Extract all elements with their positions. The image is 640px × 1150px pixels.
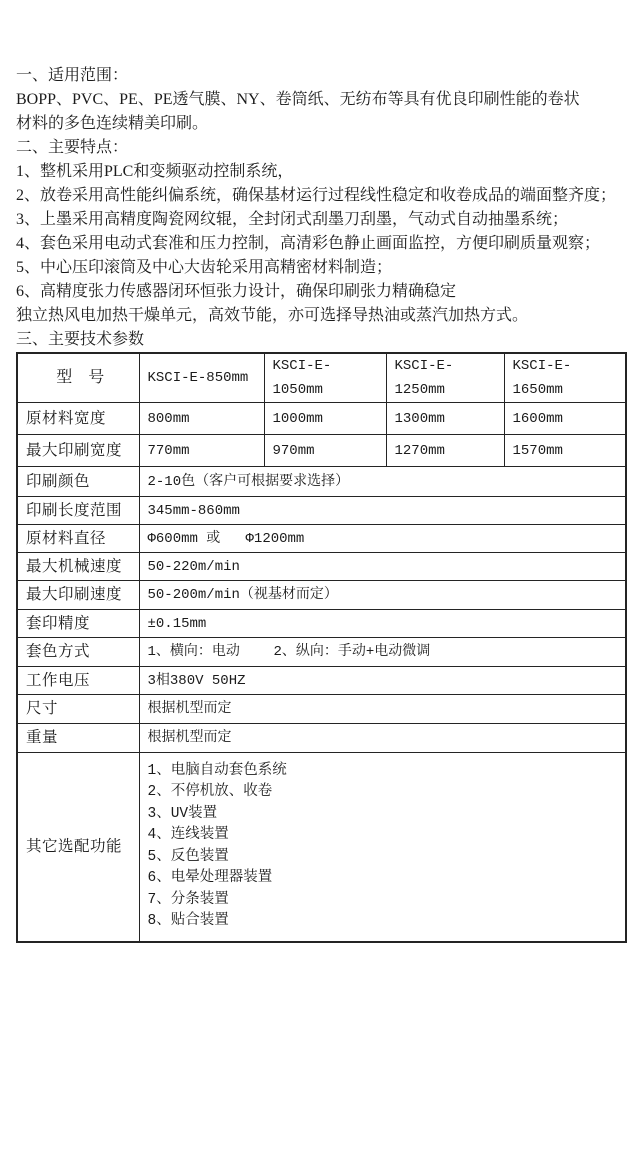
spec-row-print-colors	[17, 467, 626, 497]
row-value: 1600mm	[504, 403, 626, 435]
row-value: 根据机型而定	[139, 695, 626, 724]
option-item: 2、不停机放、收卷	[147, 784, 273, 801]
row-value: 1、横向：电动 2、纵向：手动+电动微调	[139, 638, 626, 667]
row-label: 重量	[17, 724, 139, 753]
row-label: 原材料直径	[17, 525, 139, 553]
row-label: 工作电压	[17, 667, 139, 695]
feature-item-4: 4、套色采用电动式套准和压力控制，高清彩色静止画面监控，方便印刷质量观察；	[16, 235, 601, 252]
spec-row-material-width	[17, 403, 626, 435]
row-value: Φ600mm 或 Φ1200mm	[139, 525, 626, 553]
spec-row-register-accuracy	[17, 610, 626, 638]
feature-item-2: 2、放卷采用高性能纠偏系统，确保基材运行过程线性稳定和收卷成品的端面整齐度；	[16, 187, 617, 204]
row-label: 原材料宽度	[17, 403, 139, 435]
section-2-extra-line: 独立热风电加热干燥单元，高效节能，亦可选择导热油或蒸汽加热方式。	[16, 307, 529, 324]
spec-row-max-mechanical-speed	[17, 553, 626, 581]
spec-row-material-diameter	[17, 525, 626, 553]
spec-row-dimensions	[17, 695, 626, 724]
option-item: 1、电脑自动套色系统	[147, 762, 287, 779]
feature-item-6: 6、高精度张力传感器闭环恒张力设计，确保印刷张力精确稳定	[16, 283, 457, 300]
row-value: 50-220m/min	[139, 553, 626, 581]
row-value: 770mm	[139, 435, 264, 467]
model-name-cell: KSCI-E-1050mm	[264, 353, 386, 403]
row-label: 尺寸	[17, 695, 139, 724]
row-value: 1570mm	[504, 435, 626, 467]
row-label: 最大印刷速度	[17, 581, 139, 610]
row-label: 套色方式	[17, 638, 139, 667]
row-value: 1300mm	[386, 403, 504, 435]
spec-row-optional-functions	[17, 753, 626, 942]
row-value: 1270mm	[386, 435, 504, 467]
spec-row-print-length-range	[17, 497, 626, 525]
section-1-line-1: BOPP、PVC、PE、PE透气膜、NY、卷筒纸、无纺布等具有优良印刷性能的卷状	[16, 91, 580, 108]
feature-item-5: 5、中心压印滚筒及中心大齿轮采用高精密材料制造；	[16, 259, 393, 276]
row-value: 根据机型而定	[139, 724, 626, 753]
option-item: 3、UV装置	[147, 805, 218, 822]
row-label: 套印精度	[17, 610, 139, 638]
row-value: 1000mm	[264, 403, 386, 435]
feature-item-3: 3、上墨采用高精度陶瓷网纹辊，全封闭式刮墨刀刮墨，气动式自动抽墨系统；	[16, 211, 569, 228]
spec-header-row	[17, 353, 626, 403]
option-item: 6、电晕处理器装置	[147, 870, 273, 887]
row-value: 800mm	[139, 403, 264, 435]
model-name-cell: KSCI-E-850mm	[139, 353, 264, 403]
row-value: 3相380V 50HZ	[139, 667, 626, 695]
options-list	[139, 753, 626, 942]
feature-item-1: 1、整机采用PLC和变频驱动控制系统，	[16, 163, 294, 180]
spec-table	[16, 352, 627, 943]
option-item: 8、贴合装置	[147, 913, 229, 930]
row-value: 970mm	[264, 435, 386, 467]
model-header-label: 型 号	[17, 353, 139, 403]
spec-row-max-print-speed	[17, 581, 626, 610]
spec-row-register-mode	[17, 638, 626, 667]
spec-row-max-print-width	[17, 435, 626, 467]
row-label: 最大印刷宽度	[17, 435, 139, 467]
row-label: 最大机械速度	[17, 553, 139, 581]
row-value: 2-10色（客户可根据要求选择）	[139, 467, 626, 497]
option-item: 7、分条装置	[147, 891, 229, 908]
section-1-title: 一、适用范围：	[16, 67, 129, 84]
option-item: 4、连线装置	[147, 827, 229, 844]
model-name-cell: KSCI-E-1250mm	[386, 353, 504, 403]
row-label: 其它选配功能	[17, 753, 139, 942]
option-item: 5、反色装置	[147, 848, 229, 865]
row-label: 印刷颜色	[17, 467, 139, 497]
spec-row-weight	[17, 724, 626, 753]
row-value: 345mm-860mm	[139, 497, 626, 525]
section-1-line-2: 材料的多色连续精美印刷。	[16, 115, 209, 132]
model-name-cell: KSCI-E-1650mm	[504, 353, 626, 403]
section-2-title: 二、主要特点：	[16, 139, 129, 156]
row-label: 印刷长度范围	[17, 497, 139, 525]
spec-row-working-voltage	[17, 667, 626, 695]
row-value: 50-200m/min（视基材而定）	[139, 581, 626, 610]
section-3-title: 三、主要技术参数	[16, 331, 145, 348]
row-value: ±0.15mm	[139, 610, 626, 638]
